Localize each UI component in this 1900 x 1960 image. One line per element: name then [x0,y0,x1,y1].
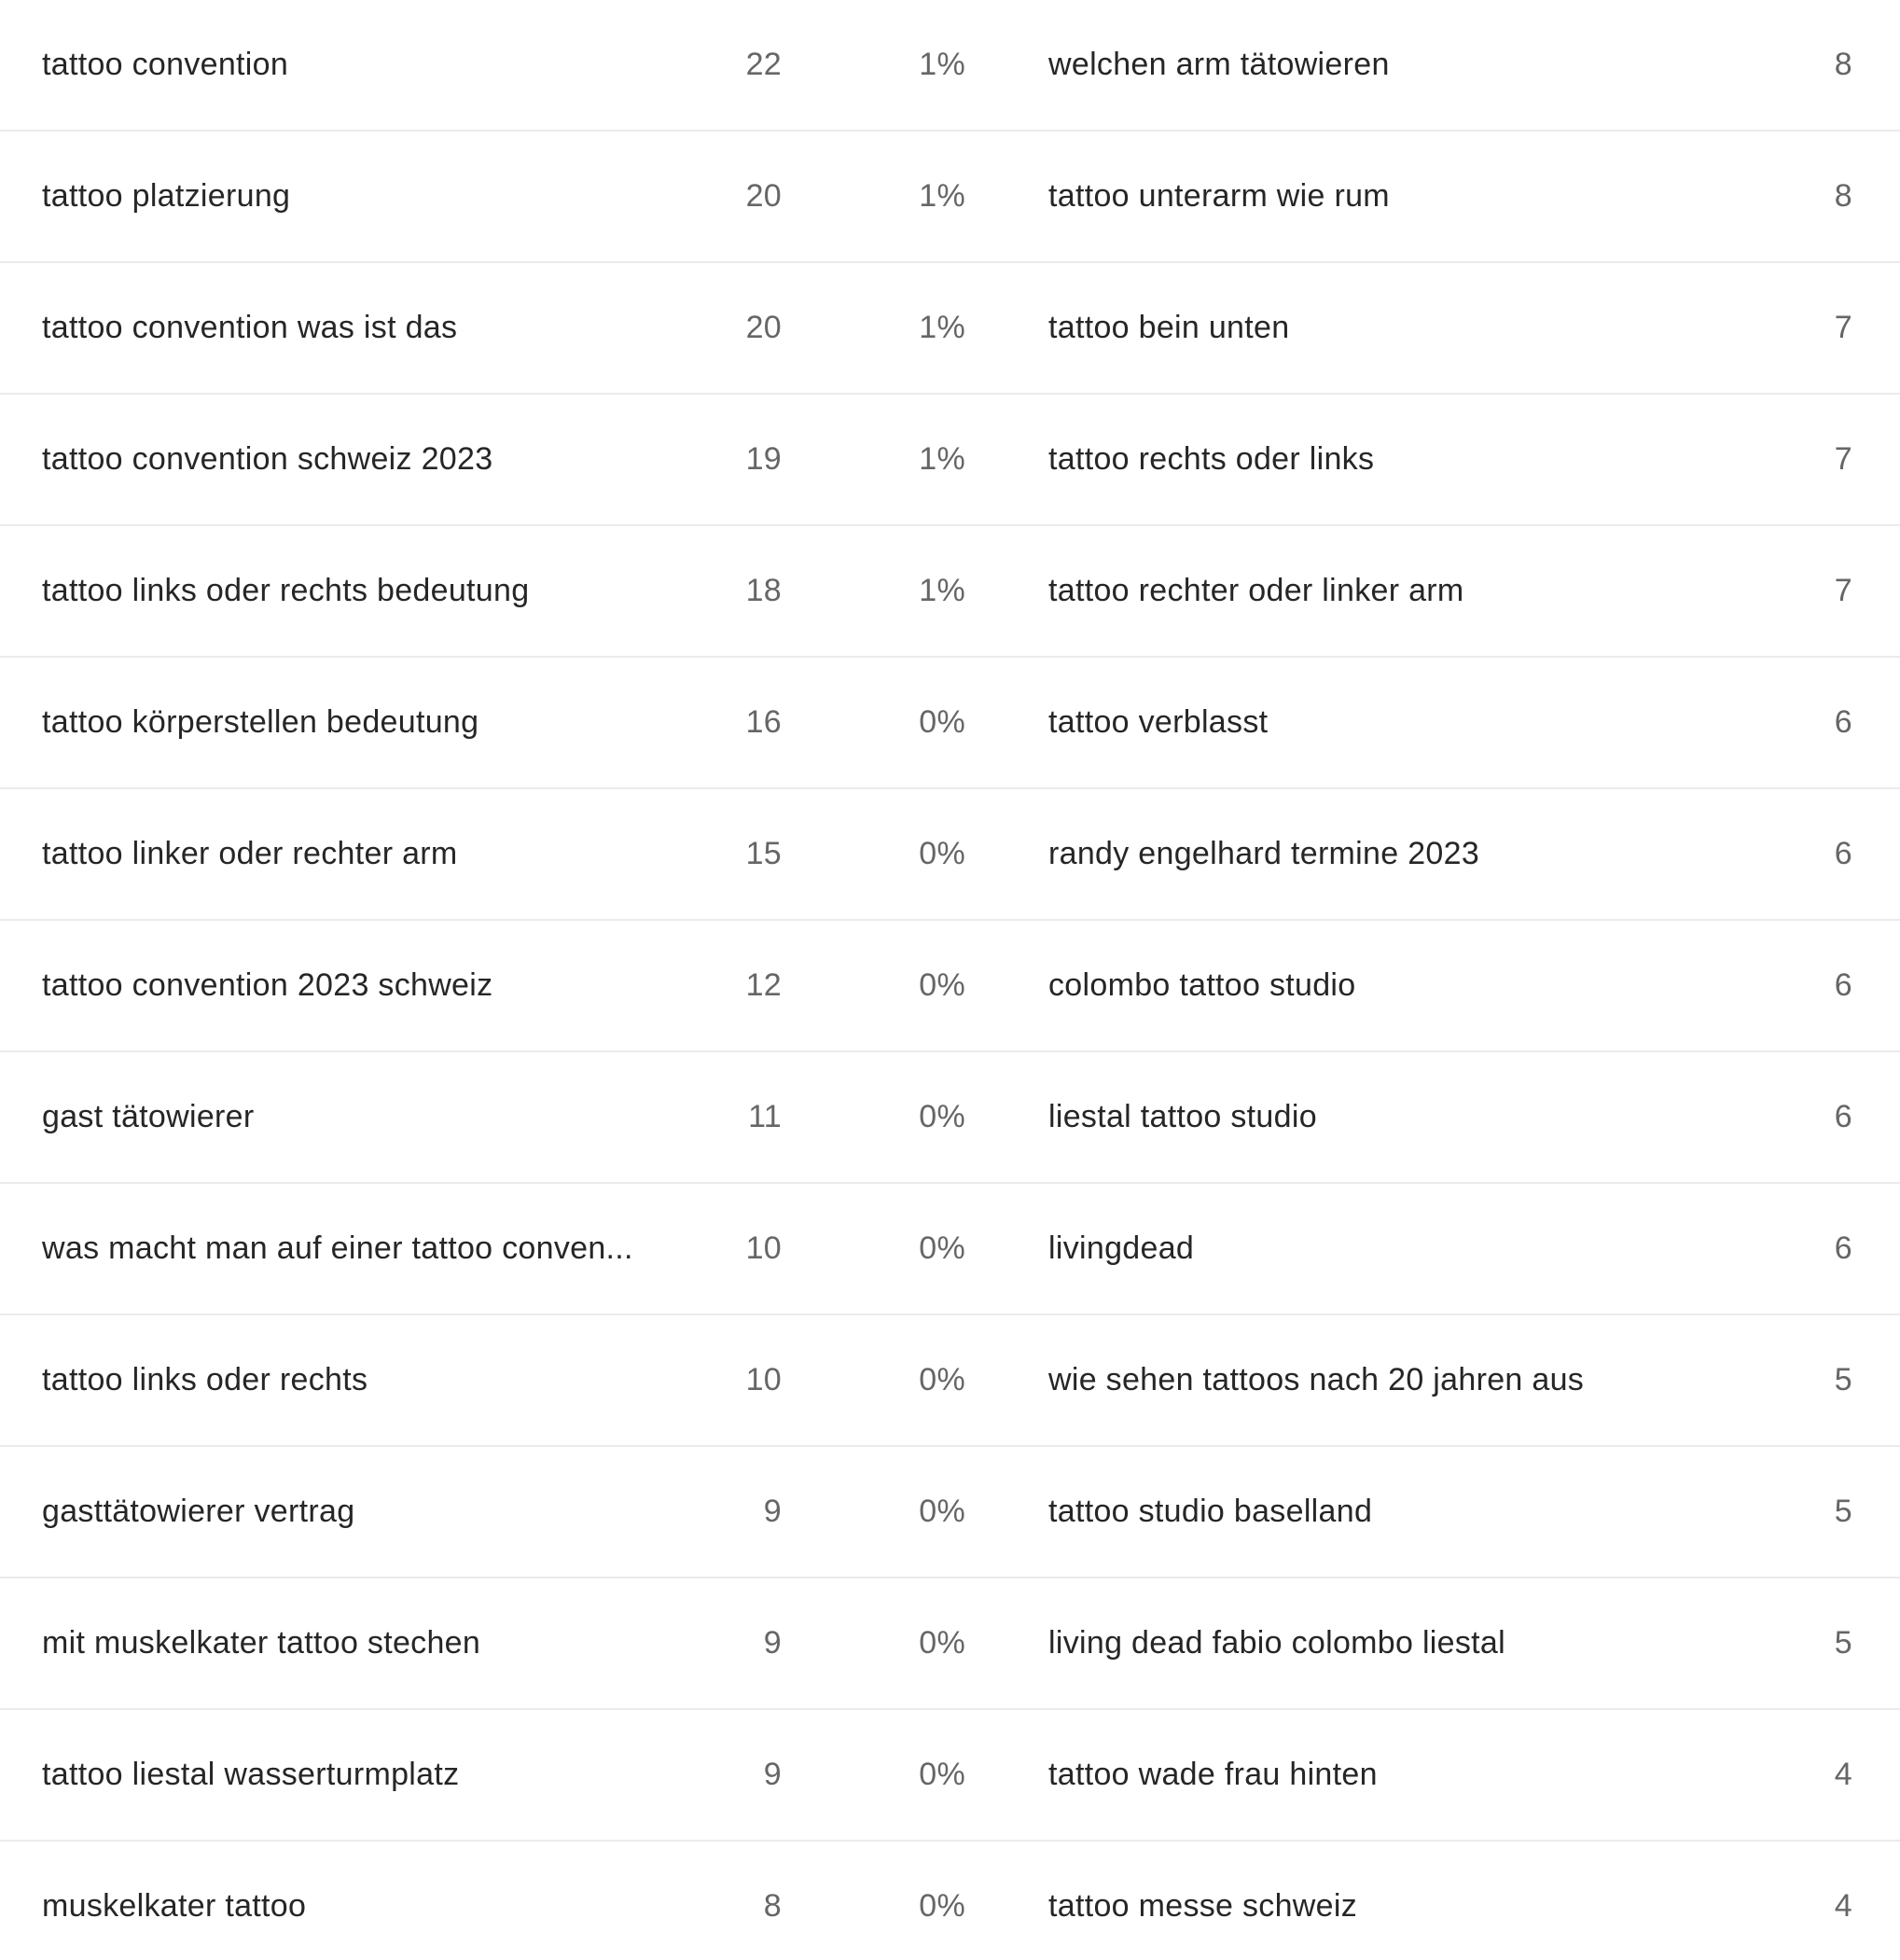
query-text: liestal tattoo studio [1048,1099,1317,1134]
query-text: tattoo unterarm wie rum [1048,178,1390,214]
query-text: tattoo rechter oder linker arm [1048,573,1464,608]
table-row[interactable] [0,921,1007,1052]
share-value: 0% [919,1362,965,1397]
table-row[interactable] [0,658,1007,789]
share-value: 1% [919,47,965,82]
clicks-value: 6 [1834,1099,1852,1134]
query-text: tattoo platzierung [42,178,291,214]
query-text: gast tätowierer [42,1099,255,1134]
clicks-value: 10 [745,1362,782,1397]
clicks-value: 9 [763,1625,782,1661]
query-text: tattoo wade frau hinten [1048,1757,1378,1792]
query-text: tattoo studio baselland [1048,1494,1373,1529]
clicks-value: 20 [745,178,782,214]
query-text: muskelkater tattoo [42,1888,307,1924]
table-row[interactable] [0,1842,1007,1960]
query-text: gasttätowierer vertrag [42,1494,355,1529]
query-text: was macht man auf einer tattoo conven... [42,1230,633,1266]
clicks-value: 4 [1834,1888,1852,1924]
clicks-value: 19 [745,441,782,477]
table-row[interactable] [0,395,1007,526]
table-row[interactable] [1007,658,1900,789]
table-row[interactable] [1007,1447,1900,1578]
clicks-value: 4 [1834,1757,1852,1792]
clicks-value: 6 [1834,836,1852,871]
clicks-value: 8 [763,1888,782,1924]
query-text: tattoo convention was ist das [42,310,458,345]
clicks-value: 7 [1834,573,1852,608]
query-text: tattoo liestal wasserturmplatz [42,1757,460,1792]
clicks-value: 9 [763,1494,782,1529]
table-row[interactable] [0,789,1007,921]
table-row[interactable] [1007,921,1900,1052]
table-row[interactable] [0,1184,1007,1315]
table-row[interactable] [0,0,1007,132]
clicks-value: 6 [1834,1230,1852,1266]
clicks-value: 6 [1834,967,1852,1003]
clicks-value: 9 [763,1757,782,1792]
clicks-value: 18 [745,573,782,608]
share-value: 1% [919,573,965,608]
query-text: tattoo convention schweiz 2023 [42,441,493,477]
clicks-value: 16 [745,704,782,740]
clicks-value: 15 [745,836,782,871]
clicks-value: 7 [1834,310,1852,345]
share-value: 0% [919,1625,965,1661]
share-value: 1% [919,310,965,345]
query-text: tattoo convention [42,47,289,82]
query-text: tattoo links oder rechts bedeutung [42,573,530,608]
table-row[interactable] [0,526,1007,658]
right-query-table [1007,0,1900,1960]
query-text: living dead fabio colombo liestal [1048,1625,1505,1661]
table-row[interactable] [1007,132,1900,263]
table-row[interactable] [1007,395,1900,526]
table-row[interactable] [1007,526,1900,658]
share-value: 0% [919,1494,965,1529]
query-text: wie sehen tattoos nach 20 jahren aus [1048,1362,1585,1397]
share-value: 0% [919,1230,965,1266]
share-value: 0% [919,836,965,871]
table-row[interactable] [0,1447,1007,1578]
query-text: tattoo bein unten [1048,310,1290,345]
clicks-value: 5 [1834,1362,1852,1397]
table-row[interactable] [0,263,1007,395]
query-text: tattoo messe schweiz [1048,1888,1358,1924]
query-text: tattoo rechts oder links [1048,441,1375,477]
clicks-value: 5 [1834,1494,1852,1529]
share-value: 0% [919,967,965,1003]
share-value: 0% [919,1757,965,1792]
clicks-value: 12 [745,967,782,1003]
query-text: tattoo links oder rechts [42,1362,368,1397]
table-row[interactable] [0,1710,1007,1842]
share-value: 0% [919,1099,965,1134]
clicks-value: 6 [1834,704,1852,740]
table-row[interactable] [0,1315,1007,1447]
table-row[interactable] [1007,1184,1900,1315]
query-text: tattoo linker oder rechter arm [42,836,458,871]
query-text: mit muskelkater tattoo stechen [42,1625,481,1661]
clicks-value: 7 [1834,441,1852,477]
query-text: randy engelhard termine 2023 [1048,836,1480,871]
clicks-value: 8 [1834,47,1852,82]
clicks-value: 10 [745,1230,782,1266]
share-value: 1% [919,178,965,214]
query-text: tattoo convention 2023 schweiz [42,967,493,1003]
table-row[interactable] [1007,1052,1900,1184]
share-value: 0% [919,1888,965,1924]
clicks-value: 11 [748,1099,782,1134]
table-row[interactable] [0,132,1007,263]
table-row[interactable] [1007,1710,1900,1842]
query-text: welchen arm tätowieren [1048,47,1390,82]
table-row[interactable] [1007,0,1900,132]
table-row[interactable] [1007,789,1900,921]
query-text: tattoo körperstellen bedeutung [42,704,479,740]
query-text: colombo tattoo studio [1048,967,1356,1003]
clicks-value: 5 [1834,1625,1852,1661]
table-row[interactable] [0,1578,1007,1710]
query-text: tattoo verblasst [1048,704,1269,740]
clicks-value: 20 [745,310,782,345]
table-row[interactable] [0,1052,1007,1184]
table-row[interactable] [1007,1578,1900,1710]
share-value: 1% [919,441,965,477]
share-value: 0% [919,704,965,740]
table-row[interactable] [1007,1842,1900,1960]
clicks-value: 22 [745,47,782,82]
query-text: livingdead [1048,1230,1195,1266]
clicks-value: 8 [1834,178,1852,214]
table-row[interactable] [1007,1315,1900,1447]
table-row[interactable] [1007,263,1900,395]
